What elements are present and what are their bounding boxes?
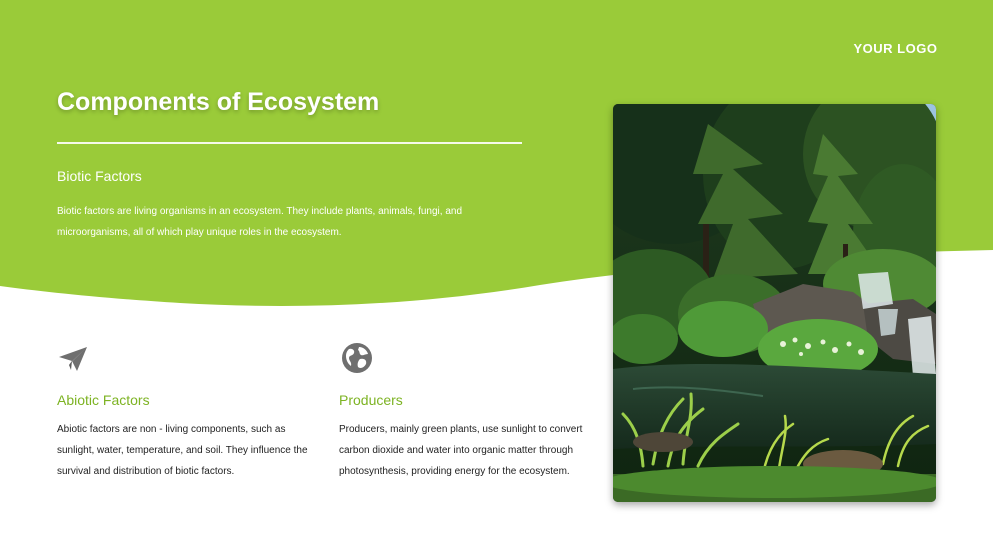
card-body: Abiotic factors are non - living components, such as sunlight, water, temperature, and soil. They influence the survival and distribution of biotic factors. (57, 424, 308, 477)
section-body: Biotic factors are living organisms in an ecosystem. They include plants, animals, fungi, and microorganisms, all of which play unique roles in the ecosystem. (57, 206, 463, 238)
card-body: Producers, mainly green plants, use sunlight to convert carbon dioxide and water into organic matter through photosynthesis, providing energy for the ecosystem. (339, 424, 583, 477)
garden-waterfall-photo (613, 104, 936, 502)
page-title: Components of Ecosystem (57, 88, 380, 116)
title-divider (57, 142, 522, 144)
card-title: Abiotic Factors (57, 392, 150, 408)
paper-plane-icon (57, 343, 89, 375)
section-subtitle: Biotic Factors (57, 168, 142, 184)
card-title: Producers (339, 392, 403, 408)
company-logo: YOUR LOGO (853, 41, 938, 56)
globe-icon (341, 342, 373, 374)
